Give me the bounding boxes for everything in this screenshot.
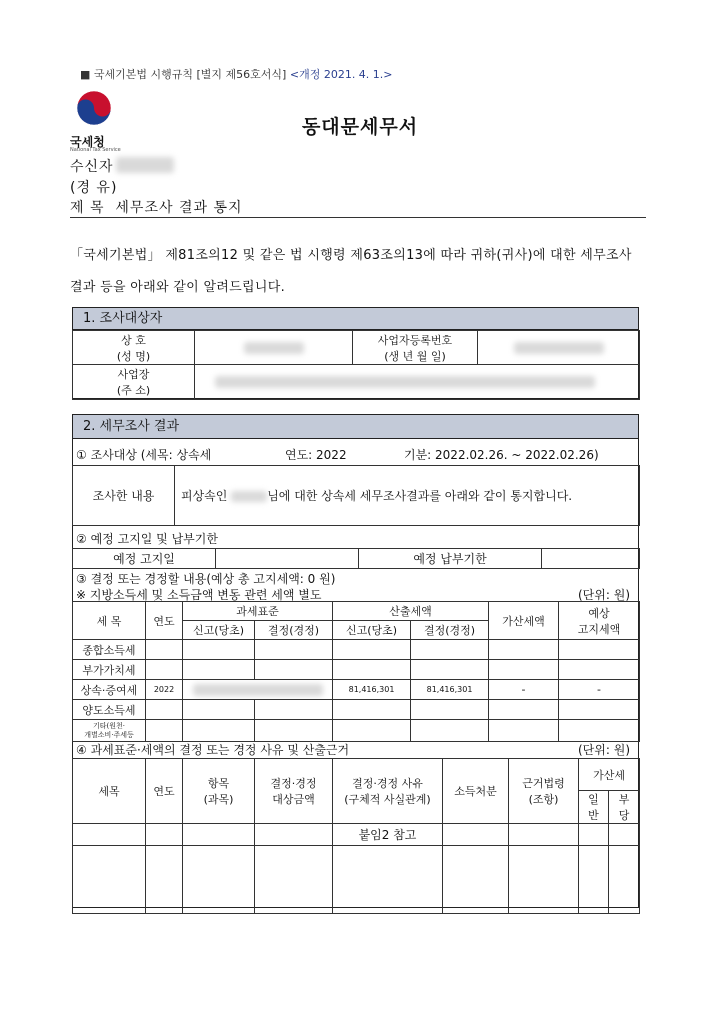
row-calc-report (333, 700, 411, 720)
other-tax-line2: 개별소비·주세등 (84, 730, 134, 739)
r-col-item (183, 759, 255, 824)
year-line: 연도: 2022 (285, 448, 347, 462)
subject-line (70, 197, 243, 217)
row-year (146, 660, 183, 680)
notice-table (72, 548, 640, 569)
col-base-report: 신고(당초) (183, 621, 255, 640)
content-post: 님에 대한 상속세 세무조사결과를 아래와 같이 통지합니다. (267, 489, 573, 503)
col-tax: 세 목 (73, 602, 146, 640)
r-col-reason-line1: 결정·경정 사유 (352, 777, 423, 790)
row-expected: - (559, 680, 640, 700)
row-calc-report (333, 660, 411, 680)
r-col-amount-line2: 대상금액 (272, 793, 315, 806)
row-penalty: - (489, 680, 559, 700)
r-col-general-line2: 반 (588, 809, 599, 822)
name-label (73, 331, 195, 365)
r-col-tax: 세목 (73, 759, 146, 824)
col-expected-line1: 예상 (588, 606, 610, 620)
row-calc-decided (411, 700, 489, 720)
r-col-reason (333, 759, 443, 824)
redacted-name (244, 342, 304, 354)
row-expected (559, 660, 640, 680)
regno-value (478, 331, 640, 365)
header-divider (70, 217, 646, 218)
revision-note: <개정 2021. 4. 1.> (289, 68, 393, 81)
col-calc-decided: 결정(경정) (411, 621, 489, 640)
r-col-income: 소득처분 (443, 759, 509, 824)
name-label-line2: (성 명) (116, 349, 151, 363)
decision-title: ③ 결정 또는 경정할 내용(예상 총 고지세액: 0 원) (76, 572, 336, 586)
row-calc-decided (411, 640, 489, 660)
col-base: 과세표준 (183, 602, 333, 621)
table-row (73, 680, 640, 700)
local-tax-note: ※ 지방소득세 및 소득금액 변동 관련 세액 별도 (76, 588, 322, 602)
row-year (146, 700, 183, 720)
row-expected (559, 640, 640, 660)
row-year: 2022 (146, 680, 183, 700)
table-row (73, 720, 640, 742)
col-year: 연도 (146, 602, 183, 640)
period-line: 기분: 2022.02.26. ~ 2022.02.26) (404, 448, 599, 462)
content-pre: 피상속인 (181, 489, 228, 503)
name-label-line1: 상 호 (121, 333, 146, 347)
table-row (73, 846, 640, 914)
r-col-penalty: 가산세 (579, 759, 640, 791)
via-label: (경 유) (70, 180, 118, 196)
row-tax: 상속·증여세 (73, 680, 146, 700)
row-calc-decided (411, 660, 489, 680)
row-tax: 종합소득세 (73, 640, 146, 660)
subject-text: 세무조사 결과 통지 (115, 200, 243, 216)
address-value (195, 365, 640, 400)
r-col-general (579, 791, 609, 824)
redacted-address (215, 376, 595, 388)
redacted-decedent (231, 491, 267, 502)
section1-table (72, 330, 640, 400)
col-calc-report: 신고(당초) (333, 621, 411, 640)
row-calc-decided: 81,416,301 (411, 680, 489, 700)
notice-title: ② 예정 고지일 및 납부기한 (76, 532, 218, 546)
r-col-law (509, 759, 579, 824)
name-value (195, 331, 353, 365)
reason-table (72, 758, 640, 914)
table-row (73, 700, 640, 720)
unit-label-1: (단위: 원) (578, 588, 630, 602)
r-col-unfair (609, 791, 640, 824)
recipient-label: 수신자 (70, 159, 114, 175)
intro-paragraph: 「국세기본법」 제81조의12 및 같은 법 시행령 제63조의13에 따라 귀하(귀사)에 대한 세무조사 결과 등을 아래와 같이 알려드립니다. (70, 248, 632, 295)
col-calc: 산출세액 (333, 602, 489, 621)
due-value (542, 549, 640, 569)
content-value (175, 466, 640, 526)
content-table (72, 465, 640, 526)
regulation-note: ■ 국세기본법 시행규칙 [별지 제56호서식] (80, 68, 287, 81)
redacted-recipient (116, 157, 174, 173)
tax-office-name: 동대문세무서 (301, 116, 419, 138)
r-col-unfair-line2: 당 (618, 809, 630, 822)
col-expected (559, 602, 640, 640)
subject-label: 제 목 (70, 200, 105, 216)
col-expected-line2: 고지세액 (577, 622, 621, 636)
section2-title: 2. 세무조사 결과 (72, 414, 639, 439)
redacted-regno (514, 342, 604, 354)
r-col-year: 연도 (146, 759, 183, 824)
decision-table (72, 601, 640, 742)
r-col-item-line1: 항목 (207, 777, 230, 790)
regulation-header (80, 66, 393, 82)
r-col-amount-line1: 결정·경정 (270, 777, 317, 790)
section1-title: 1. 조사대상자 (72, 307, 639, 330)
col-base-decided: 결정(경정) (255, 621, 333, 640)
regno-label-line2: (생 년 월 일) (384, 349, 446, 363)
r-col-general-line1: 일 (588, 793, 599, 806)
row-base-redacted (183, 680, 333, 700)
regno-label (353, 331, 478, 365)
address-label-line2: (주 소) (116, 384, 151, 397)
r-col-law-line2: (조항) (528, 793, 559, 806)
other-tax-line1: 기타(원천· (92, 721, 125, 730)
attachment-ref: 붙임2 참고 (333, 824, 443, 846)
reason-title: ④ 과세표준·세액의 결정 또는 경정 사유 및 산출근거 (76, 743, 350, 757)
recipient-line (70, 156, 114, 176)
row-tax: 부가가치세 (73, 660, 146, 680)
notice-date-label: 예정 고지일 (73, 549, 216, 569)
table-row (73, 660, 640, 680)
regno-label-line1: 사업자등록번호 (377, 333, 453, 347)
redacted-base (193, 684, 323, 696)
table-row (73, 824, 640, 846)
r-col-reason-line2: (구체적 사실관계) (344, 793, 431, 806)
r-col-item-line2: (과목) (203, 793, 234, 806)
r-col-law-line1: 근거법령 (522, 777, 565, 790)
logo-text: 국세청 (70, 135, 105, 149)
target-line: ① 조사대상 (세목: 상속세 (76, 448, 212, 462)
r-col-unfair-line1: 부 (618, 793, 630, 806)
row-calc-report: 81,416,301 (333, 680, 411, 700)
col-penalty: 가산세액 (489, 602, 559, 640)
due-label: 예정 납부기한 (359, 549, 542, 569)
row-year (146, 640, 183, 660)
row-penalty (489, 700, 559, 720)
address-label (73, 365, 195, 400)
address-label-line1: 사업장 (117, 368, 150, 381)
logo-subtext: National Tax Service (70, 147, 121, 153)
r-col-amount (255, 759, 333, 824)
row-penalty (489, 640, 559, 660)
unit-label-2: (단위: 원) (578, 743, 630, 757)
row-expected (559, 700, 640, 720)
table-row (73, 640, 640, 660)
row-tax: 양도소득세 (73, 700, 146, 720)
content-label: 조사한 내용 (73, 466, 175, 526)
row-penalty (489, 660, 559, 680)
notice-date-value (216, 549, 359, 569)
row-calc-report (333, 640, 411, 660)
row-tax-other (73, 720, 146, 742)
